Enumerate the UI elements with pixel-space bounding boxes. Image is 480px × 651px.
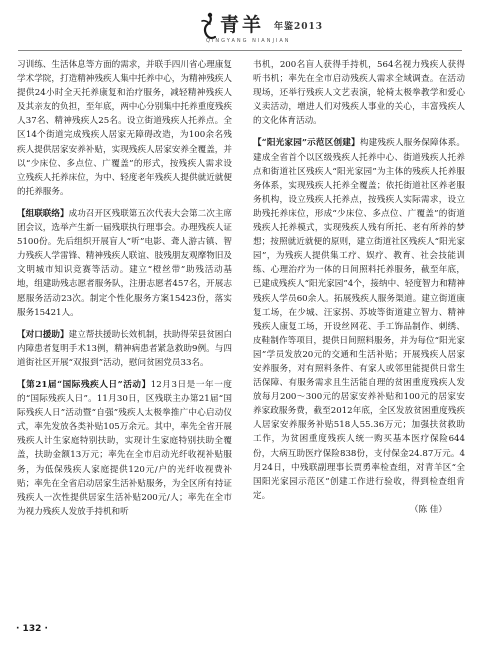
paragraph-sunshine-home-text: 构建残疾人服务保障体系。建成全省首个以区级残疾人托养中心、街道残疾人托养点和街道社区残疾人“阳光家园”为主体的残疾人托养服务体系，实现残疾人托养全覆盖；依托街道社区养老服务机构，设立残疾人托养点，按残疾人实际需求，设立助残托养床位，形成“少床位、多点位、广覆盖”的街道残疾人托养模式，实现残疾人残有所托、老有所养的梦想；按照就近就便的原则，建立街道社区残疾人“阳光家园”，为残疾人提供集工疗、娱疗、教育、社会技能训练、心理治疗为一体的日间照料托养服务，截至年底，已建成残疾人“阳光家园”4个，接纳中、轻度智力和精神残疾人学员60余人。拓展残疾人服务渠道。建立街道康复工场，在少城、汪家拐、苏坡等街道建立智力、精神残疾人康复工场，开设丝网花、手工饰品制作、刺绣、皮鞋制作等项目，提供日间照料服务，并为每位“阳光家园”学员发放20元的交通和生活补贴；开展残疾人居家安养服务，对有照料条件、有家人或邻里能提供日常生活保障、有服务需求且生活能自理的贫困重度残疾人发放每月200～300元的居家安养补贴和100元的居家安养家政服务费，截至2012年底，全区发放贫困重度残疾人居家安养服务补贴518人55.36万元；加强扶贫救助工作，为贫困重度残疾人统一购买基本医疗保险644份，大病互助医疗保险838份，支付保金24.87万元。4月24日，中残联副理事长贾勇率检查组，对青羊区“全国阳光家园示范区”创建工作进行验收，得到检查组肯定。 bbox=[253, 138, 465, 501]
paragraph-continuation: 书机，200名盲人获得手持机，564名视力残疾人获得听书机；率先在全市启动残疾人需求全域调查。在活动现场，还举行残疾人文艺表演，轮椅太极拳教学和爱心义卖活动，增进人们对残疾人事业的关心，丰富残疾人的文化体育活动。 bbox=[253, 60, 465, 127]
author-signature: （陈 佳） bbox=[409, 504, 447, 515]
right-column bbox=[253, 58, 465, 517]
paragraph-disability-day bbox=[17, 378, 232, 519]
paragraph-assistance-text: 建立帮扶援助长效机制，扶助得荣县贫困白内障患者复明手术13例，精神病患者紧急救助9例。与四道街社区开展“双报到”活动，慰问贫困党员33名。 bbox=[17, 329, 232, 368]
paragraph-disability-day-text: 12月3日是一年一度的“国际残疾人日”。11月30日，区残联主办第21届“国际残疾人日”活动暨“自强”残疾人太极拳推广中心启动仪式，率先发放各类补贴105万余元。其中，率先全省开展残疾人计生家庭特别扶助，实现计生家庭特别扶助全覆盖，扶助金额13万元；率先在全市启动光纤收视补贴服务，为低保残疾人家庭提供120元/户的光纤收视费补贴；率先在全省启动居家生活补贴服务，为全区所有持证残疾人一次性提供居家生活补贴200元/人；率先在全市为视力残疾人发放手持机和听 bbox=[17, 379, 232, 517]
section-tag-organization: 【组联联络】 bbox=[17, 208, 69, 219]
paragraph-organization-text: 成功召开区残联第五次代表大会第二次主席团会议，选举产生新一届残联执行理事会。办理残疾人证5100份。先后组织开展盲人“听”电影、聋人游古镇、智力残疾人学雷锋、精神残疾人联谊、肢残朋友观摩物旧及文明城市知识竞赛等活动。建立“橙丝带”助残活动基地，组建助残志愿者服务队，注册志愿者457名，开展志愿服务活动23次。制定个性化服务方案15423份，落实服务15421人。 bbox=[17, 208, 232, 318]
yearbook-logo-pinyin: QINGYANG NIANJIAN bbox=[206, 38, 291, 44]
paragraph-paired-assistance bbox=[17, 328, 232, 370]
paragraph-care-services: 习训练、生活体息等方面的需求，并联手四川省心理康复学术学院，打造精神残疾人集中托养中心，为精神残疾人提供24小时全天托养康复和治疗服务，减轻精神残疾人及其亲友的负担，至年底，两中心分别集中托养重度残疾人37名、精神残疾人25名。设立街道残疾人托养点。全区14个街道完成残疾人居家无障碍改造，为100余名残疾人提供居家安养补贴，实现残疾人居家安养全覆盖，并以“少床位、多点位、广覆盖”的形式，按残疾人需求设立残疾人托养床位，为中、轻度老年残疾人提供就近就便的托养服务。 bbox=[17, 60, 232, 197]
page-number: · 132 · bbox=[16, 624, 48, 634]
paragraph-sunshine-home bbox=[253, 136, 465, 502]
section-tag-assistance: 【对口援助】 bbox=[17, 329, 69, 340]
section-tag-sunshine-home: 【“阳光家园”示范区创建】 bbox=[253, 138, 360, 149]
yearbook-logo-year: 年鉴2013 bbox=[274, 22, 324, 32]
section-tag-disability-day: 【第21届“国际残疾人日”活动】 bbox=[17, 379, 151, 390]
left-column bbox=[17, 58, 232, 519]
page-header bbox=[0, 0, 480, 52]
header-divider bbox=[18, 50, 462, 51]
yearbook-logo-title: 青羊 bbox=[220, 14, 265, 36]
paragraph-organization-liaison bbox=[17, 207, 232, 320]
